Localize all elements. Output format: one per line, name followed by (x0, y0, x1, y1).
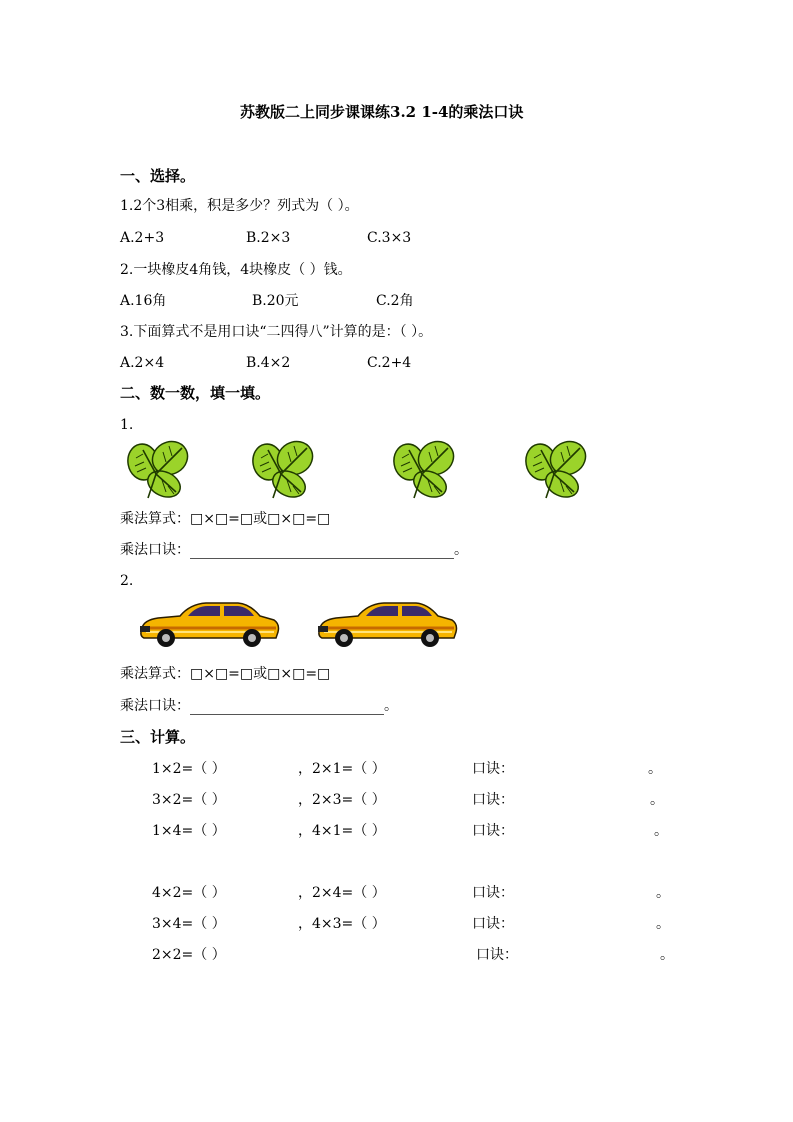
question-2: 2.一块橡皮4角钱，4块橡皮（ ）钱。 (120, 262, 352, 278)
problem-1-formula: 乘法算式：□×□=□或□×□=□ (120, 511, 331, 527)
calc-left: 1×2=（ ） (152, 761, 226, 777)
rhyme-end: 。 (384, 698, 398, 714)
calc-right: 2×4=（ ） (312, 885, 386, 901)
calc-left: 3×2=（ ） (152, 792, 226, 808)
calc-sep: ， (298, 885, 312, 901)
rhyme-end: 。 (656, 885, 670, 901)
rhyme-label: 口诀： (472, 792, 514, 808)
problem-2-rhyme (120, 697, 398, 715)
q3-option-c: C.2+4 (367, 355, 412, 371)
rhyme-answer-line[interactable] (190, 700, 384, 715)
calc-sep: ， (298, 792, 312, 808)
q2-option-a: A.16角 (120, 293, 167, 309)
calc-left: 3×4=（ ） (152, 916, 226, 932)
rhyme-label: 乘法口诀： (120, 542, 190, 558)
page-title: 苏教版二上同步课课练3.2 1-4的乘法口诀 (240, 103, 524, 121)
q1-option-c: C.3×3 (367, 230, 412, 246)
car-image (136, 598, 282, 648)
rhyme-label: 口诀： (476, 947, 518, 963)
q1-option-b: B.2×3 (246, 230, 291, 246)
calc-right: 2×1=（ ） (312, 761, 386, 777)
rhyme-label: 口诀： (472, 761, 514, 777)
calc-right: 4×3=（ ） (312, 916, 386, 932)
rhyme-end: 。 (656, 916, 670, 932)
calc-left: 4×2=（ ） (152, 885, 226, 901)
calc-sep: ， (298, 916, 312, 932)
q3-option-b: B.4×2 (246, 355, 291, 371)
rhyme-end: 。 (648, 761, 662, 777)
problem-1-rhyme (120, 541, 468, 559)
rhyme-end: 。 (454, 542, 468, 558)
rhyme-label: 口诀： (472, 916, 514, 932)
leaf-image (392, 440, 458, 500)
leaf-image (251, 440, 317, 500)
calc-left: 2×2=（ ） (152, 947, 226, 963)
rhyme-label: 口诀： (472, 823, 514, 839)
calc-right: 2×3=（ ） (312, 792, 386, 808)
rhyme-label: 乘法口诀： (120, 698, 190, 714)
calc-right: 4×1=（ ） (312, 823, 386, 839)
q2-option-c: C.2角 (376, 293, 414, 309)
rhyme-end: 。 (654, 823, 668, 839)
leaf-image (524, 440, 590, 500)
q2-option-b: B.20元 (252, 293, 299, 309)
section2-heading: 二、数一数，填一填。 (120, 384, 271, 402)
question-3: 3.下面算式不是用口诀“二四得八”计算的是：（ ）。 (120, 324, 433, 340)
calc-left: 1×4=（ ） (152, 823, 226, 839)
calc-sep: ， (298, 761, 312, 777)
rhyme-label: 口诀： (472, 885, 514, 901)
problem-2-number: 2. (120, 573, 134, 589)
calc-sep: ， (298, 823, 312, 839)
rhyme-answer-line[interactable] (190, 544, 454, 559)
q3-option-a: A.2×4 (120, 355, 165, 371)
section3-heading: 三、计算。 (120, 728, 196, 746)
car-image (314, 598, 460, 648)
question-1: 1.2个3相乘，积是多少？列式为（ ）。 (120, 198, 359, 214)
problem-1-number: 1. (120, 417, 134, 433)
rhyme-end: 。 (650, 792, 664, 808)
q1-option-a: A.2+3 (120, 230, 165, 246)
rhyme-end: 。 (660, 947, 674, 963)
leaf-image (126, 440, 192, 500)
problem-2-formula: 乘法算式：□×□=□或□×□=□ (120, 666, 331, 682)
section1-heading: 一、选择。 (120, 167, 196, 185)
